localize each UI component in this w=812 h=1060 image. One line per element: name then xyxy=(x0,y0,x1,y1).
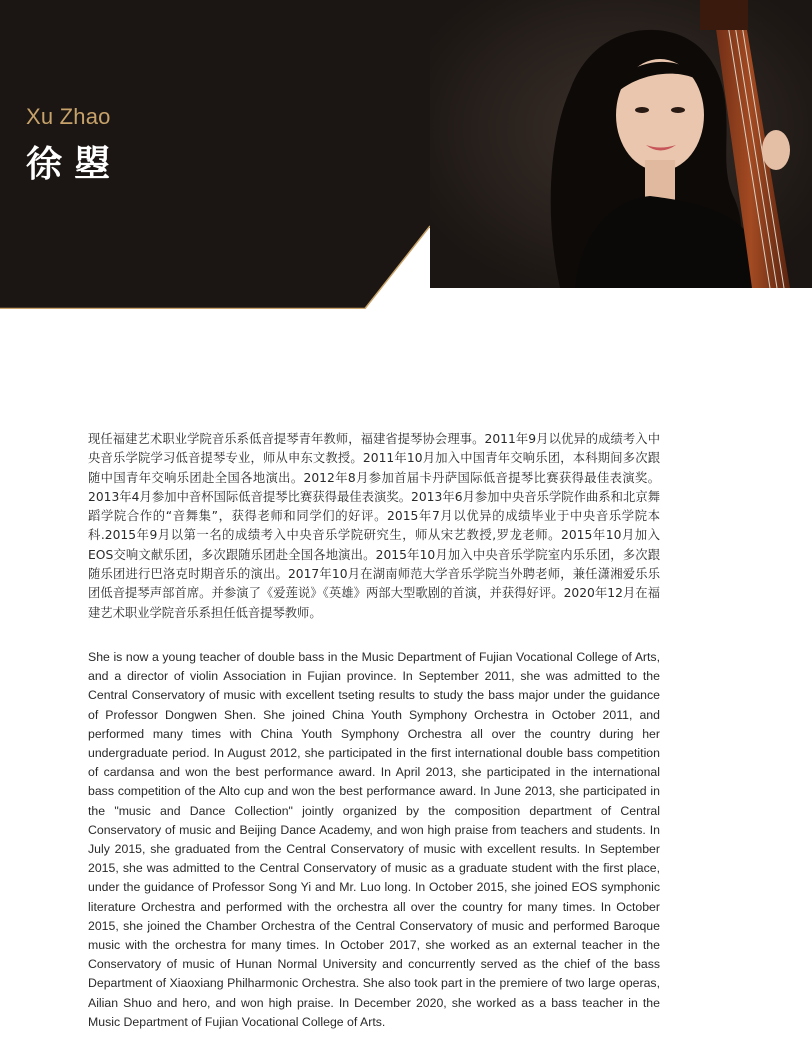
bio-english-paragraph: She is now a young teacher of double bass in the Music Department of Fujian Vocational College of Arts, and a director of violin Association in Fujian province. In September 2011, she was admitted to the Central Conservatory of music with excellent tseting results to study the bass major under the guidance of Professor Dongwen Shen. She joined China Youth Symphony Orchestra in October 2011, and performed many times with China Youth Symphony Orchestra all over the country during her undergraduate period. In August 2012, she participated in the first international double bass competition of cardansa and won the best performance award. In April 2013, she participated in the international bass competition of the Alto cup and won the best performance award. In June 2013, she participated in the "music and Dance Collection" jointly organized by the composition department of Central Conservatory of music and Beijing Dance Academy, and won high praise from teachers and students. In July 2015, she graduated from the Central Conservatory of music with excellent results. In September 2015, she was admitted to the Central Conservatory of music as a graduate student with the first place, under the guidance of Professor Song Yi and Mr. Luo long. In October 2015, she joined EOS symphonic literature Orchestra and performed with the orchestra all over the country for many times. In October 2015, she joined the Chamber Orchestra of the Central Conservatory of music and performed Baroque music with the orchestra for many times. In October 2017, she worked as an external teacher in the Conservatory of music of Hunan Normal University and concurrently served as the chief of the bass Department of Xiaoxiang Philharmonic Orchestra. She also took part in the premiere of two large operas, Ailian Shuo and hero, and won high praise. In December 2020, she worked as a bass teacher in the Music Department of Fujian Vocational College of Arts. xyxy=(88,650,660,1029)
bio-chinese-paragraph: 现任福建艺术职业学院音乐系低音提琴青年教师，福建省提琴协会理事。2011年9月以优异的成绩考入中央音乐学院学习低音提琴专业，师从申东文教授。2011年10月加入中国青年交响乐团，本科期间多次跟随中国青年交响乐团赴全国各地演出。2012年8月参加首届卡丹萨国际低音提琴比赛获得最佳表演奖。 2013年4月参加中音杯国际低音提琴比赛获得最佳表演奖。2013年6月参加中央音乐学院作曲系和北京舞蹈学院合作的“音舞集”，获得老师和同学们的好评。2015年7月以优异的成绩毕业于中央音乐学院本科.2015年9月以第一名的成绩考入中央音乐学院研究生，师从宋艺教授,罗龙老师。2015年10月加入EOS交响文献乐团，多次跟随乐团赴全国各地演出。2015年10月加入中央音乐学院室内乐乐团，多次跟随乐团进行巴洛克时期音乐的演出。2017年10月在湖南师范大学音乐学院当外聘老师，兼任潇湘爱乐乐团低音提琴声部首席。并参演了《爱莲说》《英雄》两部大型歌剧的首演，并获得好评。2020年12月在福建艺术职业学院音乐系担任低音提琴教师。 xyxy=(88,432,660,620)
portrait-with-double-bass-icon xyxy=(430,0,812,288)
name-chinese: 徐曌 xyxy=(26,144,123,185)
header-banner xyxy=(0,0,812,309)
name-english: Xu Zhao xyxy=(26,104,111,129)
